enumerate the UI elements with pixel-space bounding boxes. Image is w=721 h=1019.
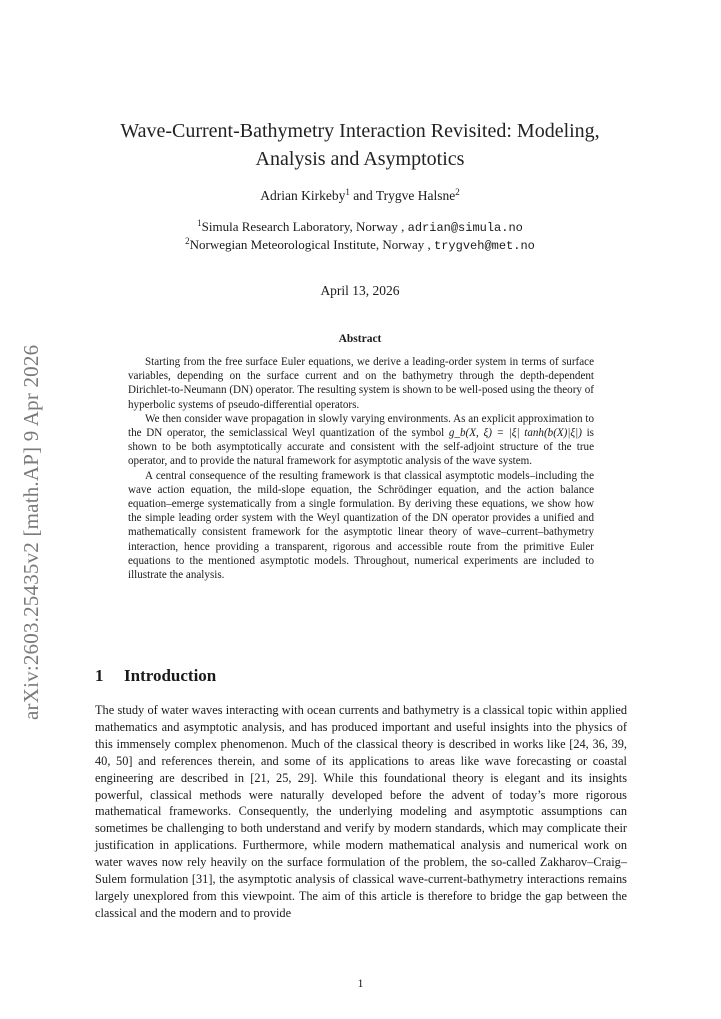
affiliation-marker: 2 <box>185 236 190 246</box>
paper-title <box>100 117 620 173</box>
abstract-heading: Abstract <box>338 333 382 345</box>
author-name: Trygve Halsne <box>375 188 456 203</box>
author-conjunction: and <box>349 188 376 203</box>
affiliation-text: Simula Research Laboratory, Norway , <box>201 219 408 234</box>
arxiv-margin-stamp: arXiv:2603.25435v2 [math.AP] 9 Apr 2026 <box>19 344 43 720</box>
affiliation-marker: 1 <box>197 218 202 228</box>
math-symbol: g_b(X, ξ) = |ξ| tanh(b(X)|ξ|) <box>448 427 582 440</box>
abstract-paragraph: Starting from the free surface Euler equations, we derive a leading-order system in terms of surface variables, depending on the surface current and on the bathymetry through the depth-dependent Dirichlet-to-Neumann (DN) operator. The resulting system is shown to be well-posed using the theory of hyperbolic systems of pseudo-differential operators. <box>128 356 594 411</box>
title-line-2: Analysis and Asymptotics <box>255 148 465 170</box>
section-number: 1 <box>95 666 104 685</box>
author-list <box>100 188 620 204</box>
body-text <box>95 702 627 922</box>
author-affiliation-marker: 2 <box>455 187 460 197</box>
section-heading <box>95 666 216 686</box>
affiliation-email: adrian@simula.no <box>407 221 523 235</box>
affiliation-text: Norwegian Meteorological Institute, Norway , <box>189 237 435 252</box>
body-paragraph: The study of water waves interacting with ocean currents and bathymetry is a classical topic within applied mathematics and asymptotic analysis, and has produced important and useful insights into the physics of this immensely complex phenomenon. Much of the classical theory is described in works like [24, 36, 39, 40, 50] and references therein, and some of its applications to areas like wave forecasting or coastal engineering are described in [21, 25, 29]. While this foundational theory is elegant and its insights powerful, classical methods were naturally developed before the advent of today’s more rigorous mathematical frameworks. Consequently, the underlying modeling and asymptotic assumptions can sometimes be challenging to both understand and verify by modern standards, which may complicate their justification in applications. Furthermore, while modern mathematical analysis and numerical work on water waves now rely heavily on the surface formulation of the problem, the so-called Zakharov–Craig–Sulem formulation [31], the asymptotic analysis of classical wave-current-bathymetry interactions remains largely unexplored from this viewpoint. The aim of this article is therefore to bridge the gap between the classical and the modern and to provide <box>95 703 627 920</box>
abstract-paragraph: A central consequence of the resulting framework is that classical asymptotic models–including the wave action equation, the mild-slope equation, the Schrödinger equation, and the action balance equation–emerge systematically from a single formulation. By deriving these equations, we show how the simple leading order system with the Weyl quantization of the DN operator provides a unified and mathematically consistent framework for the asymptotic linear theory of wave–current–bathymetry interaction, hence providing a transparent, rigorous and accessible route from the primitive Euler equations to the mentioned asymptotic models. Throughout, numerical experiments are included to illustrate the analysis. <box>128 469 594 582</box>
abstract-body <box>128 355 594 582</box>
title-line-1: Wave-Current-Bathymetry Interaction Revisited: Modeling, <box>120 120 600 142</box>
author-name: Adrian Kirkeby <box>260 188 346 203</box>
paper-date: April 13, 2026 <box>320 283 400 298</box>
abstract-paragraph <box>128 412 594 469</box>
abstract-text: We then consider wave propagation in slowly varying environments. As an explicit approximation to the DN operator, the semiclassical Weyl quantization of the symbol <box>128 412 594 440</box>
affiliation-email: trygveh@met.no <box>434 239 535 253</box>
section-title: Introduction <box>124 666 217 685</box>
author-affiliation-marker: 1 <box>345 187 350 197</box>
page-number: 1 <box>357 976 364 990</box>
affiliation-line <box>100 219 620 235</box>
abstract-text: is shown to be both asymptotically accurate and consistent with the self-adjoint structure of the true operator, and to provide the natural framework for asymptotic analysis of the wave system. <box>128 427 594 468</box>
affiliation-line <box>100 237 620 253</box>
